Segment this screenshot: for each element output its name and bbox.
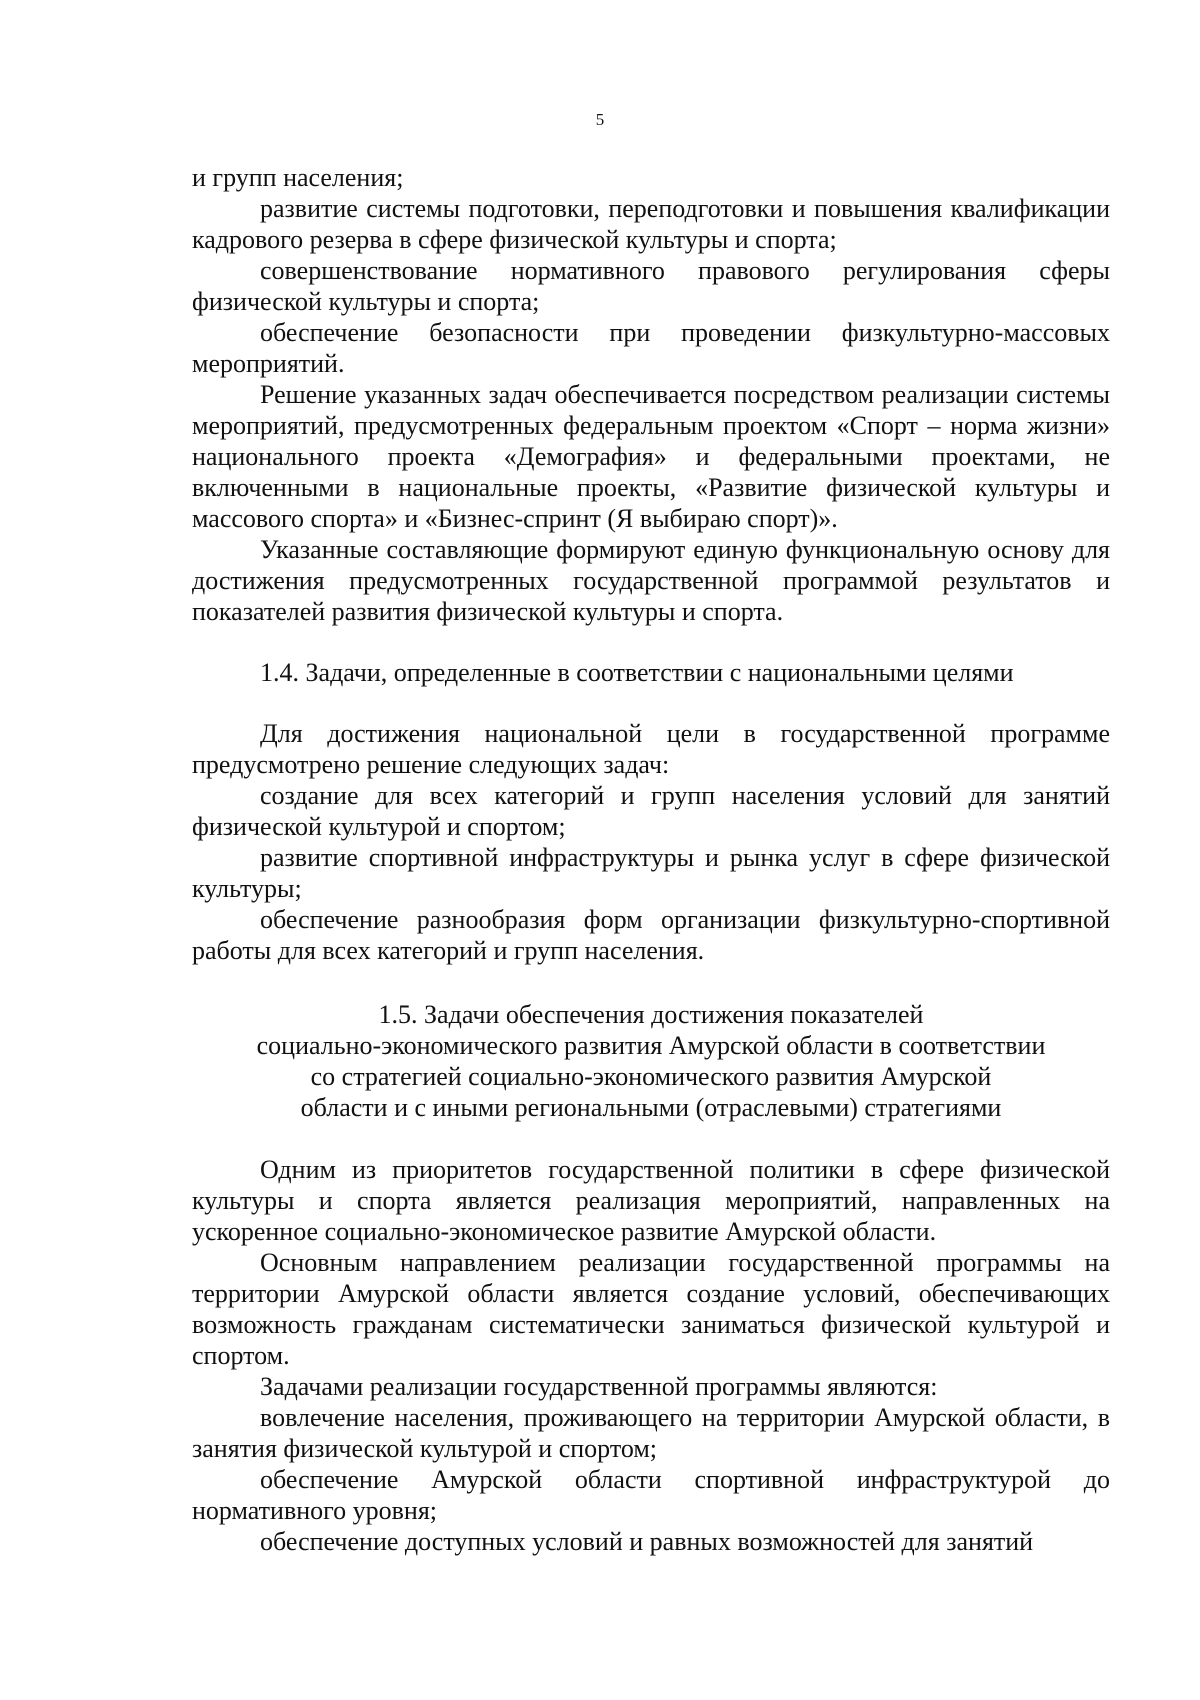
paragraph-1-4-task-diversity: обеспечение разнообразия форм организации физкультурно-спортивной работы для всех категорий и групп населения. — [192, 905, 1110, 965]
section-heading-1-5-line: области и с иными региональными (отраслевыми) стратегиями — [300, 1093, 1002, 1122]
paragraph-1-5-task-infrastructure: обеспечение Амурской области спортивной инфраструктурой до нормативного уровня; — [192, 1465, 1110, 1525]
paragraph-1-4-intro: Для достижения национальной цели в государственной программе предусмотрено решение следующих задач: — [192, 719, 1110, 779]
paragraph-1-5-priority: Одним из приоритетов государственной политики в сфере физической культуры и спорта является реализация мероприятий, направленных на ускоренное социально-экономическое развитие Амурской области. — [192, 1155, 1110, 1246]
page-number: 5 — [595, 110, 605, 129]
paragraph-1-5-direction: Основным направлением реализации государственной программы на территории Амурской области является создание условий, обеспечивающих возможность гражданам систематически заниматься физической культурой и спортом. — [192, 1248, 1110, 1370]
paragraph-1-5-task-involvement: вовлечение населения, проживающего на территории Амурской области, в занятия физической культурой и спортом; — [192, 1403, 1110, 1463]
paragraph-solution: Решение указанных задач обеспечивается посредством реализации системы мероприятий, предусмотренных федеральным проектом «Спорт – норма жизни» национального проекта «Демография» и федеральными проектами, не включенными в национальные проекты, «Развитие физической культуры и массового спорта» и «Бизнес-спринт (Я выбираю спорт)». — [192, 380, 1110, 533]
paragraph-continuation: и групп населения; — [192, 163, 404, 192]
section-heading-1-4: 1.4. Задачи, определенные в соответствии с национальными целями — [260, 658, 1014, 687]
paragraph-task-safety: обеспечение безопасности при проведении физкультурно-массовых мероприятий. — [192, 318, 1110, 378]
section-heading-1-5-line: со стратегией социально-экономического развития Амурской — [310, 1062, 992, 1091]
paragraph-1-4-task-infrastructure: развитие спортивной инфраструктуры и рынка услуг в сфере физической культуры; — [192, 843, 1110, 903]
document-body — [192, 162, 1110, 1557]
paragraph-1-4-task-conditions: создание для всех категорий и групп населения условий для занятий физической культурой и спортом; — [192, 781, 1110, 841]
section-heading-1-5 — [192, 999, 1110, 1123]
paragraph-task-training: развитие системы подготовки, переподготовки и повышения квалификации кадрового резерва в сфере физической культуры и спорта; — [192, 194, 1110, 254]
paragraph-1-5-task-access: обеспечение доступных условий и равных возможностей для занятий — [260, 1527, 1034, 1556]
section-heading-1-5-line: 1.5. Задачи обеспечения достижения показателей — [378, 1000, 924, 1029]
paragraph-1-5-tasks-intro: Задачами реализации государственной программы являются: — [260, 1372, 938, 1401]
section-heading-1-5-line: социально-экономического развития Амурской области в соответствии — [256, 1031, 1046, 1060]
paragraph-task-regulation: совершенствование нормативного правового регулирования сферы физической культуры и спорта; — [192, 256, 1110, 316]
paragraph-components: Указанные составляющие формируют единую функциональную основу для достижения предусмотренных государственной программой результатов и показателей развития физической культуры и спорта. — [192, 535, 1110, 626]
